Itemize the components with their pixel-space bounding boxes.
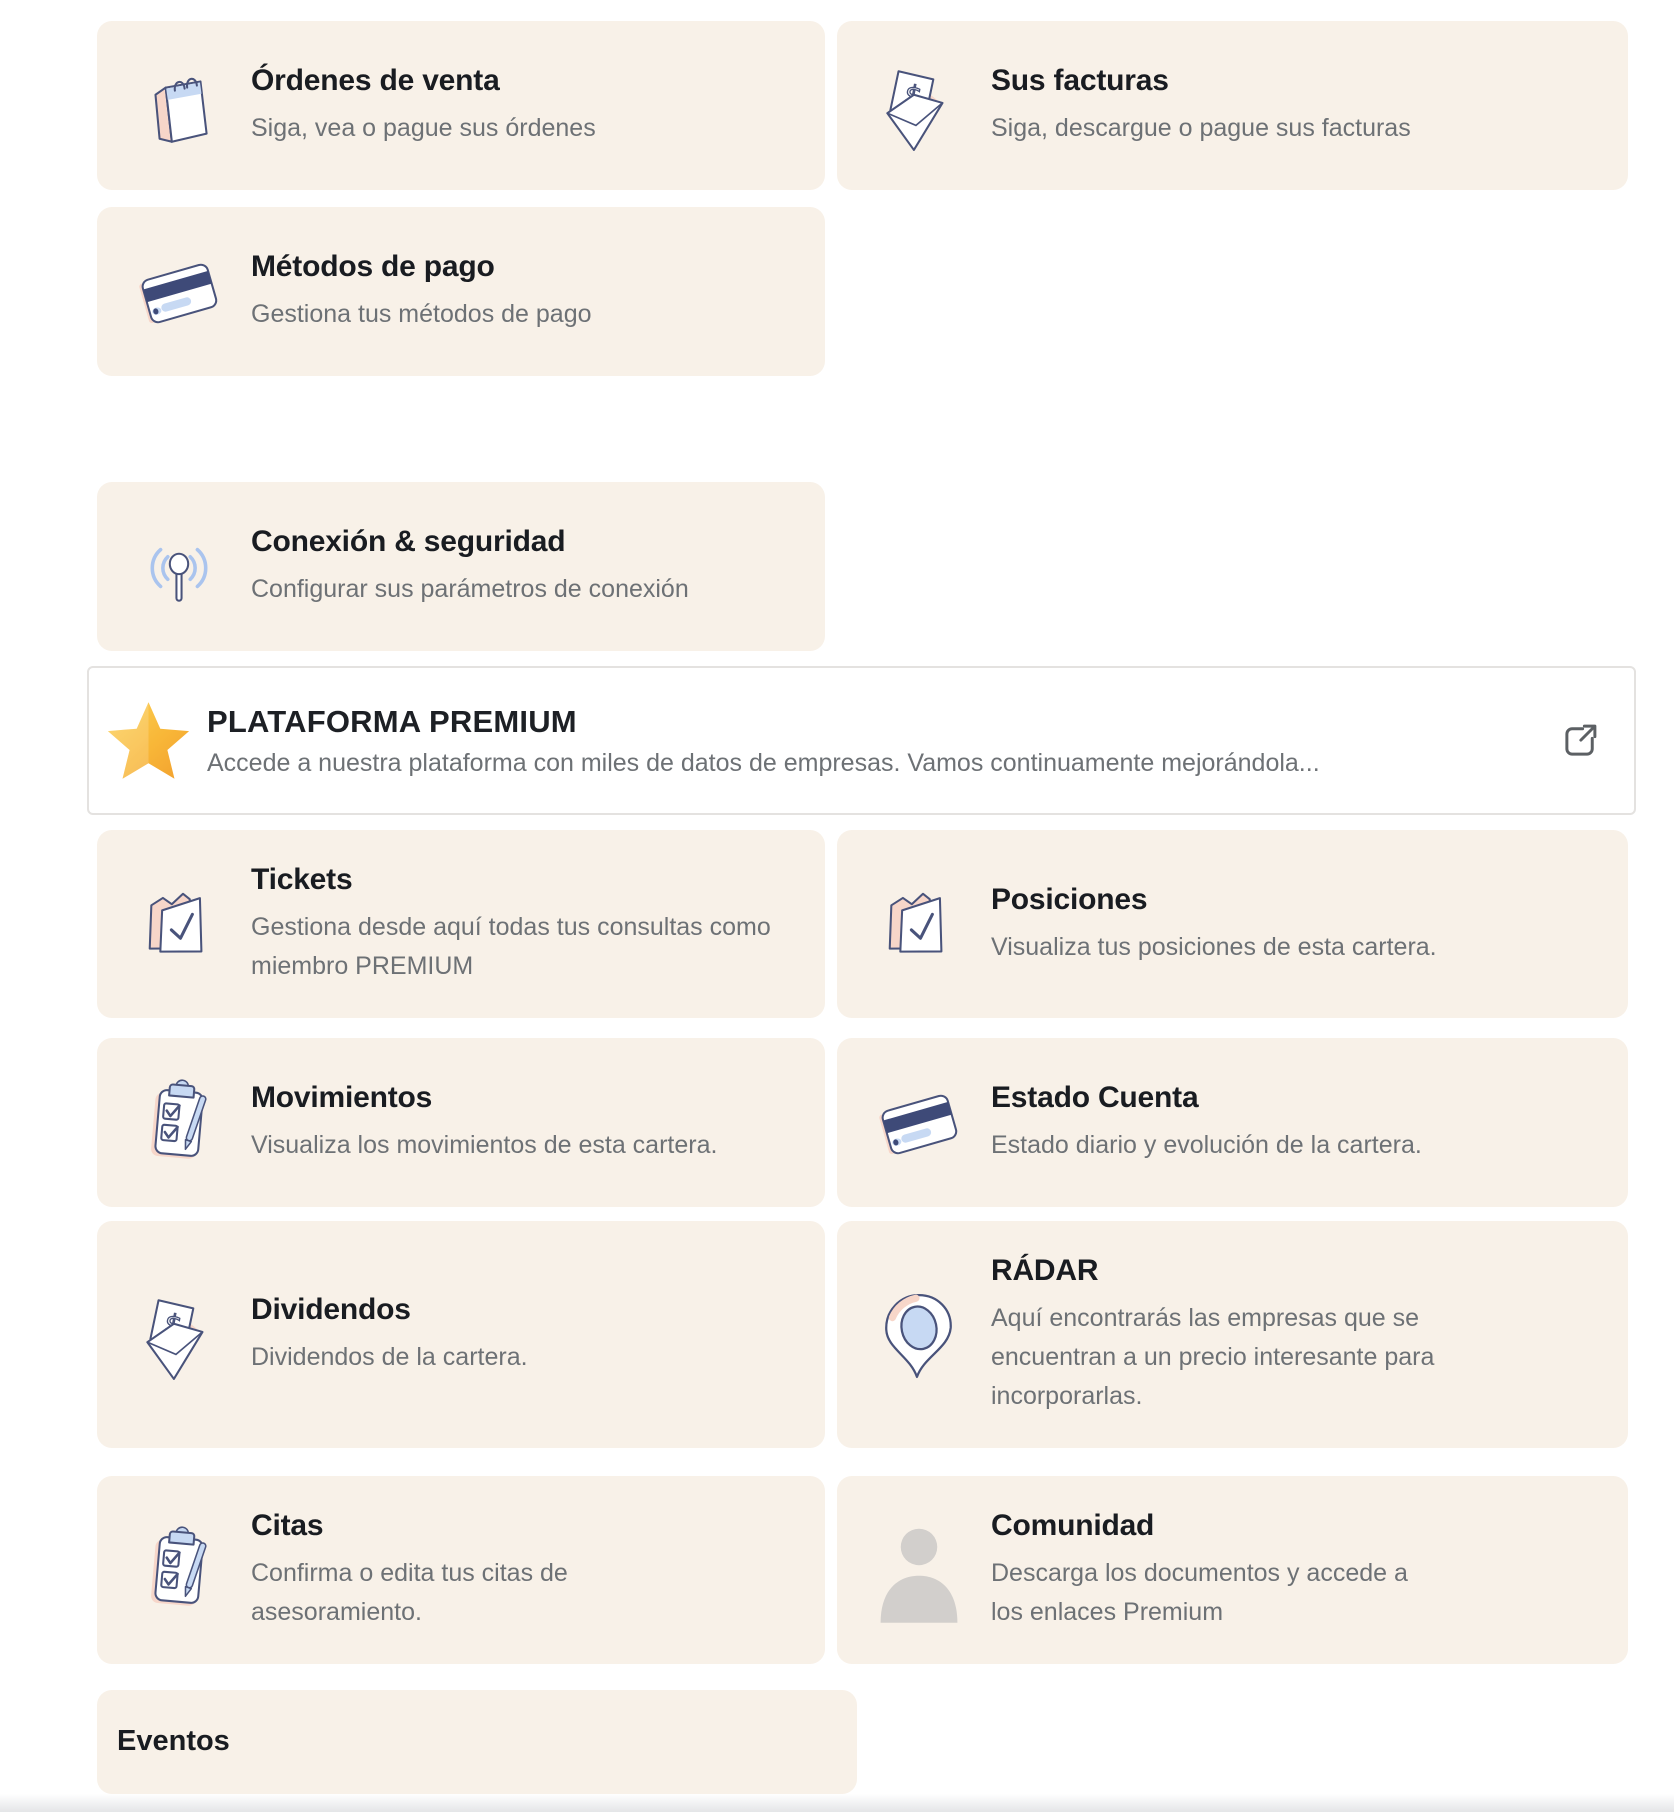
shopping-bag-icon	[131, 60, 227, 152]
card-title: Posiciones	[991, 882, 1148, 916]
star-icon	[105, 696, 191, 786]
antenna-icon	[131, 521, 227, 613]
clipboard-check-icon	[131, 1524, 227, 1616]
card-subtitle: Gestiona tus métodos de pago	[251, 300, 592, 328]
credit-card-icon	[871, 1077, 967, 1169]
banner-title: PLATAFORMA PREMIUM	[207, 703, 577, 739]
premium-platform-banner[interactable]	[87, 666, 1636, 815]
card-sus-facturas[interactable]	[837, 21, 1628, 190]
card-subtitle: Descarga los documentos y accede a los enlaces Premium	[991, 1559, 1408, 1626]
card-title: Órdenes de venta	[251, 64, 500, 97]
card-movimientos[interactable]	[97, 1038, 825, 1207]
card-citas[interactable]	[97, 1476, 825, 1664]
card-subtitle: Dividendos de la cartera.	[251, 1343, 528, 1371]
card-title: Estado Cuenta	[991, 1081, 1199, 1114]
external-link-icon[interactable]	[1556, 720, 1604, 762]
row-appointments-community	[97, 1476, 1646, 1664]
folder-check-icon	[131, 878, 227, 970]
banner-subtitle: Accede a nuestra plataforma con miles de datos de empresas. Vamos continuamente mejorándola...	[207, 748, 1320, 777]
card-subtitle: Siga, descargue o pague sus facturas	[991, 114, 1411, 142]
card-subtitle: Estado diario y evolución de la cartera.	[991, 1131, 1422, 1159]
card-tickets[interactable]	[97, 830, 825, 1018]
card-title: Citas	[251, 1509, 324, 1542]
card-title: RÁDAR	[991, 1254, 1099, 1287]
card-title: Métodos de pago	[251, 250, 495, 283]
location-pin-icon	[871, 1289, 967, 1381]
card-title: Comunidad	[991, 1509, 1155, 1542]
row-tickets-positions	[97, 830, 1646, 1018]
card-title: Tickets	[251, 863, 353, 896]
card-subtitle: Visualiza tus posiciones de esta cartera.	[991, 932, 1437, 961]
card-posiciones[interactable]	[837, 830, 1628, 1018]
row-dividends-radar	[97, 1221, 1646, 1448]
card-comunidad[interactable]	[837, 1476, 1628, 1664]
card-radar[interactable]	[837, 1221, 1628, 1448]
card-title: Conexión & seguridad	[251, 525, 566, 558]
card-subtitle: Visualiza los movimientos de esta cartera.	[251, 1131, 718, 1159]
card-title: Eventos	[117, 1725, 230, 1757]
card-title: Sus facturas	[991, 64, 1169, 97]
row-movements-statement	[97, 1038, 1646, 1207]
card-ordenes-de-venta[interactable]	[97, 21, 825, 190]
card-subtitle: Confirma o edita tus citas de asesoramiento.	[251, 1559, 568, 1626]
row-connection-security	[97, 482, 1646, 651]
envelope-dollar-icon	[131, 1289, 227, 1381]
card-metodos-de-pago[interactable]	[97, 207, 825, 376]
envelope-dollar-icon	[871, 60, 967, 152]
card-subtitle: Aquí encontrarás las empresas que se encuentran a un precio interesante para incorporarlas.	[991, 1304, 1435, 1410]
card-eventos[interactable]	[97, 1690, 857, 1794]
card-conexion-seguridad[interactable]	[97, 482, 825, 651]
card-subtitle: Gestiona desde aquí todas tus consultas como miembro PREMIUM	[251, 913, 771, 980]
card-dividendos[interactable]	[97, 1221, 825, 1448]
row-payment-methods	[97, 207, 1646, 376]
card-subtitle: Configurar sus parámetros de conexión	[251, 575, 689, 603]
card-title: Movimientos	[251, 1081, 433, 1114]
row-orders-invoices	[97, 21, 1646, 190]
folder-check-icon	[871, 878, 967, 970]
account-dashboard	[97, 21, 1646, 1794]
person-icon	[871, 1517, 967, 1623]
card-estado-cuenta[interactable]	[837, 1038, 1628, 1207]
page-bottom-fade	[0, 1794, 1674, 1812]
credit-card-icon	[131, 246, 227, 338]
card-subtitle: Siga, vea o pague sus órdenes	[251, 114, 596, 142]
card-title: Dividendos	[251, 1293, 411, 1326]
clipboard-check-icon	[131, 1077, 227, 1169]
